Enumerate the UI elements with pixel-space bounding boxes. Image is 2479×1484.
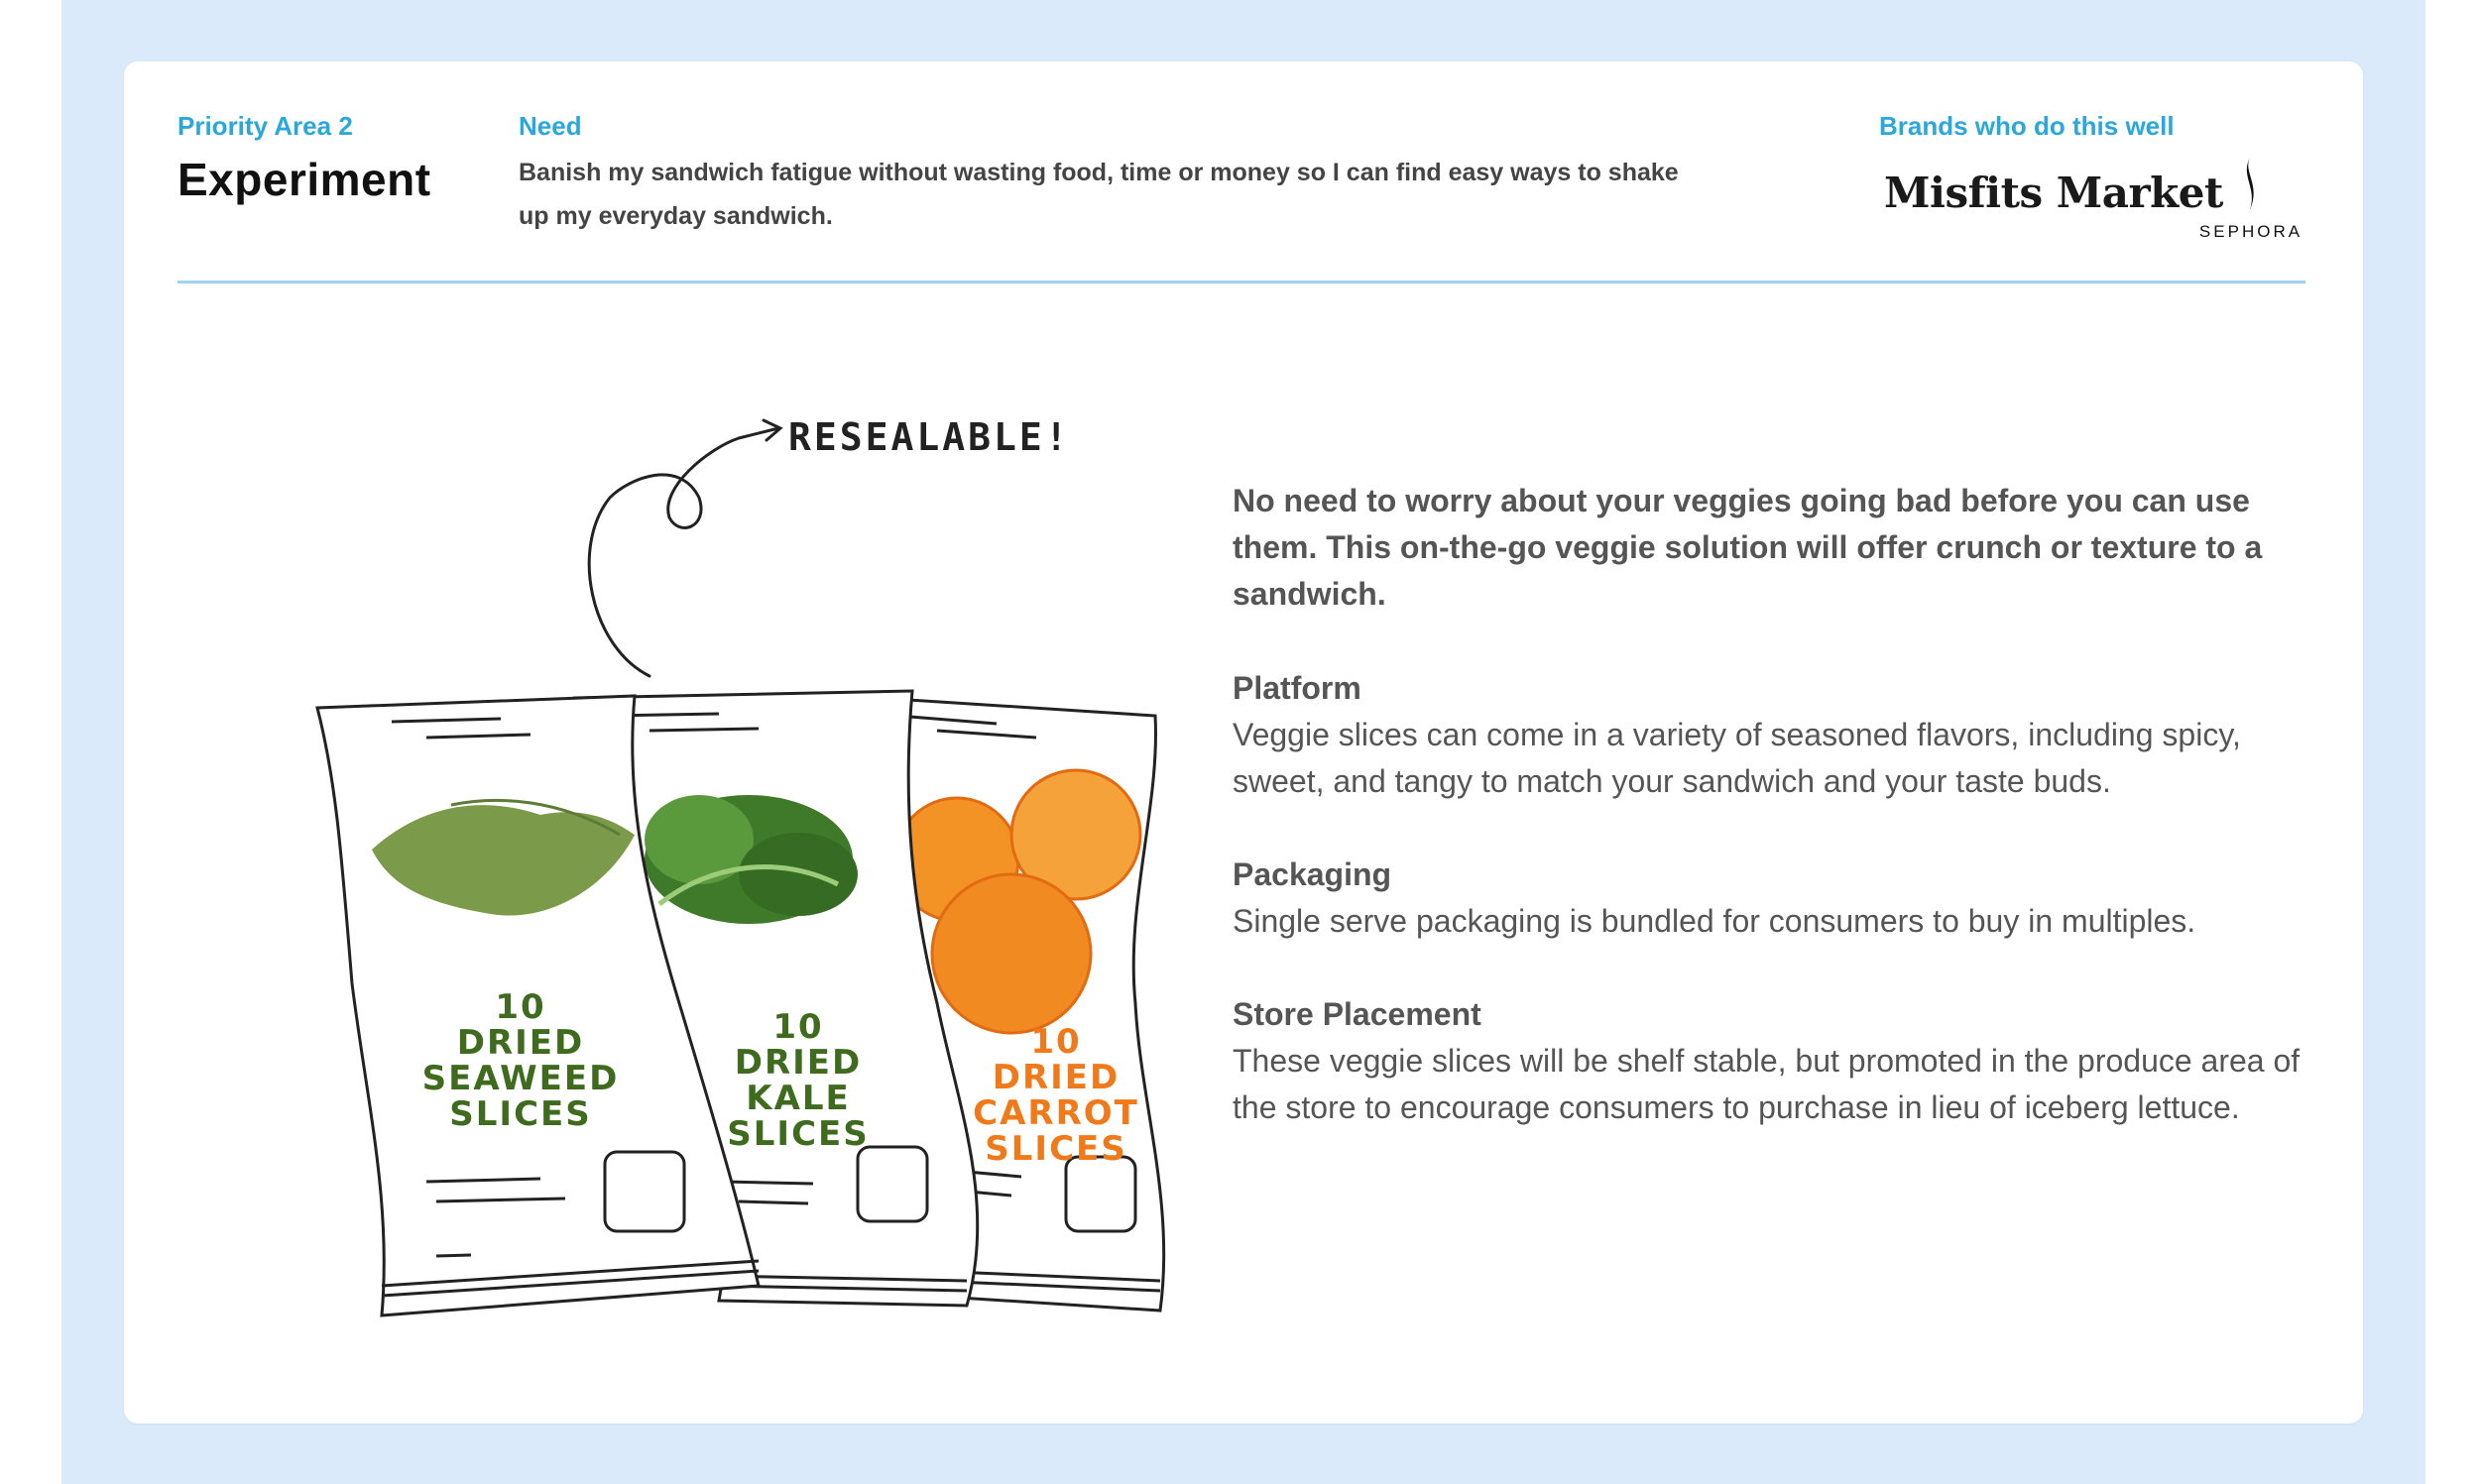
sephora-logo [2196,153,2305,242]
callout-arrow-icon [589,420,780,676]
carrot-line4: SLICES [985,1129,1127,1169]
carrot-line2: DRIED [992,1058,1121,1097]
content-card [124,61,2363,1424]
priority-area-label: Priority Area 2 [177,111,353,141]
page-title: Experiment [177,154,431,205]
kale-line4: SLICES [727,1114,870,1154]
header-divider [177,281,2305,284]
platform-text: Veggie slices can come in a variety of seasoned flavors, including spicy, sweet, and tangy to match your sandwich and your taste buds. [1233,717,2241,799]
veggie-packs-illustration [183,389,1225,1360]
kale-line1: 10 [772,1007,824,1047]
need-text: Banish my sandwich fatigue without wasting food, time or money so I can find easy ways to shake up my everyday sandwich. [519,159,1679,230]
kale-line2: DRIED [734,1043,863,1083]
store-placement-heading: Store Placement [1233,996,1481,1032]
sephora-flame-icon [2196,153,2305,212]
store-placement-text: These veggie slices will be shelf stable, but promoted in the produce area of the store to encourage consumers to purchase in lieu of iceberg lettuce. [1233,1043,2301,1125]
kale-line3: KALE [746,1079,851,1118]
platform-heading: Platform [1233,670,1361,706]
seaweed-line4: SLICES [449,1094,592,1134]
carrot-line1: 10 [1030,1022,1082,1062]
seaweed-line2: DRIED [456,1023,585,1063]
brands-label: Brands who do this well [1879,111,2175,141]
sephora-wordmark: SEPHORA [2198,222,2303,241]
callout-text: RESEALABLE! [788,415,1071,459]
carrot-line3: CARROT [973,1093,1139,1133]
packaging-heading: Packaging [1233,856,1392,892]
seaweed-line1: 10 [495,987,546,1027]
misfits-market-logo: Misfits Market [1884,169,2223,217]
seaweed-line3: SEAWEED [421,1059,620,1098]
packaging-text: Single serve packaging is bundled for consumers to buy in multiples. [1233,903,2196,939]
intro-paragraph: No need to worry about your veggies going bad before you can use them. This on-the-go veggie solution will offer crunch or texture to a sandwich. [1233,483,2263,612]
need-label: Need [519,111,582,141]
packs-svg [183,389,1225,1360]
